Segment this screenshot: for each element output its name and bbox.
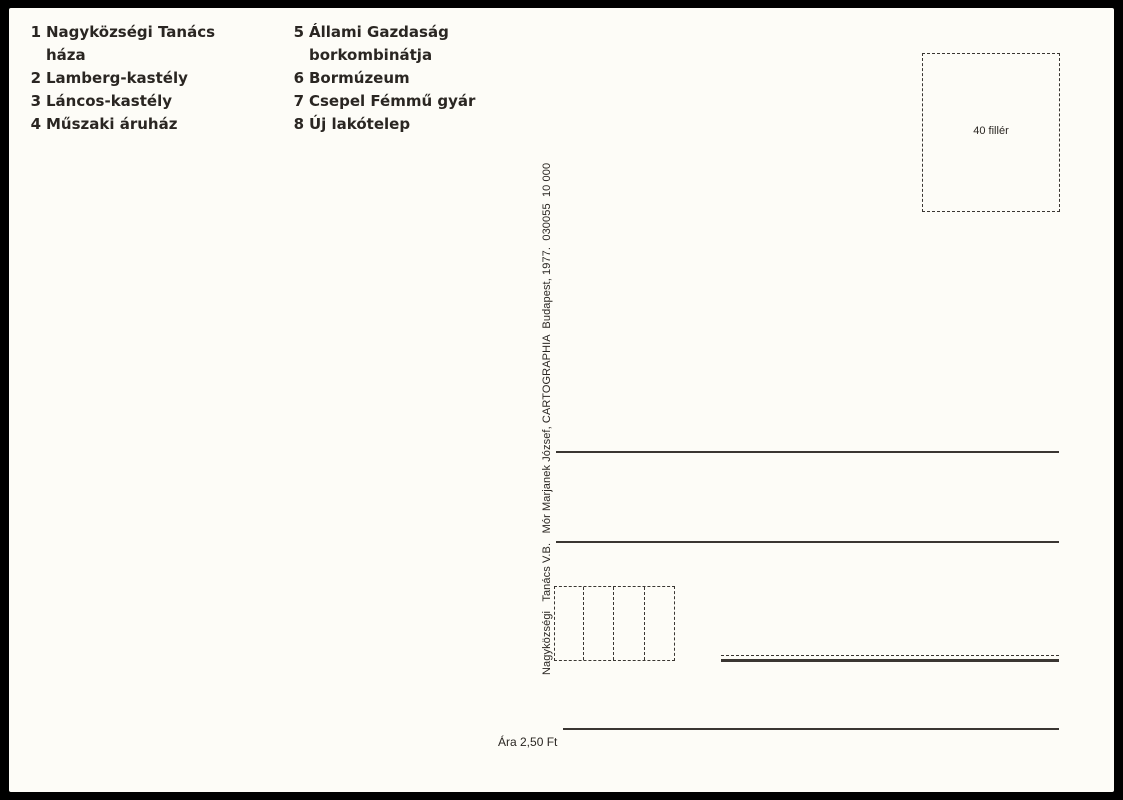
legend-number: 3 bbox=[30, 92, 41, 110]
postal-code-box bbox=[554, 586, 675, 661]
legend-number: 7 bbox=[293, 92, 304, 110]
legend-column-left bbox=[26, 21, 215, 136]
address-dashed-line bbox=[721, 655, 1059, 656]
legend-label: Új lakótelep bbox=[309, 115, 411, 133]
address-thick-line bbox=[721, 659, 1059, 662]
address-line bbox=[563, 728, 1059, 730]
legend-item bbox=[289, 67, 475, 90]
postal-code-divider bbox=[583, 587, 584, 660]
stamp-value: 40 fillér bbox=[973, 125, 1009, 137]
legend-item bbox=[26, 21, 215, 44]
postal-code-divider bbox=[644, 587, 645, 660]
legend-label: Lamberg-kastély bbox=[46, 69, 188, 87]
legend-number: 2 bbox=[30, 69, 41, 87]
legend-label-continuation: háza bbox=[46, 46, 86, 64]
legend-column-right bbox=[289, 21, 475, 136]
legend-item bbox=[26, 67, 215, 90]
postcard-back bbox=[9, 8, 1114, 792]
legend-number: 8 bbox=[293, 115, 304, 133]
legend-label: Műszaki áruház bbox=[46, 115, 178, 133]
legend-label: Bormúzeum bbox=[309, 69, 410, 87]
address-line bbox=[556, 451, 1059, 453]
stamp-box bbox=[922, 53, 1060, 212]
legend-number: 4 bbox=[30, 115, 41, 133]
legend-item bbox=[26, 113, 215, 136]
legend-number: 6 bbox=[293, 69, 304, 87]
legend-item bbox=[289, 90, 475, 113]
legend-item bbox=[289, 21, 475, 44]
postal-code-divider bbox=[613, 587, 614, 660]
publisher-imprint: Nagyközségi Tanács V.B. Mór Marjanek József, CARTOGRAPHIA Budapest, 1977. 030055 10 000 bbox=[541, 162, 553, 675]
address-line bbox=[556, 541, 1059, 543]
legend-label: Állami Gazdaság bbox=[309, 23, 449, 41]
legend-item bbox=[26, 90, 215, 113]
legend-number: 1 bbox=[30, 23, 41, 41]
price-label: Ára 2,50 Ft bbox=[498, 735, 558, 749]
legend-label: Nagyközségi Tanács bbox=[46, 23, 216, 41]
legend-number: 5 bbox=[293, 23, 304, 41]
legend-label: Csepel Fémmű gyár bbox=[309, 92, 476, 110]
legend-label-continuation: borkombinátja bbox=[309, 46, 433, 64]
legend-item bbox=[289, 113, 475, 136]
legend-label: Láncos-kastély bbox=[46, 92, 172, 110]
